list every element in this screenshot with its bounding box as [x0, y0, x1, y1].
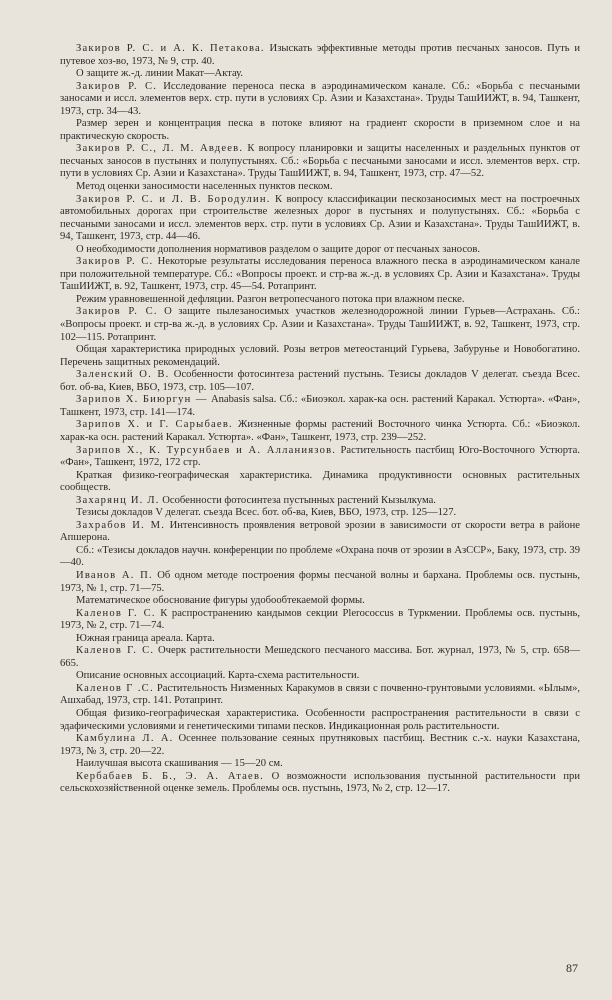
annotation-note — [60, 633, 580, 646]
entry-author: Каленов Г. С. — [76, 645, 155, 657]
entry-author: Кербабаев Б. Б., Э. А. Атаев. — [76, 770, 265, 782]
bibliography-entry — [60, 495, 580, 508]
bibliography-entry — [60, 369, 580, 394]
entry-text: Об одном методе построения формы песчаной волны и бархана. Проблемы осв. пустынь, 1973, № 1, стр. 71—75. — [60, 569, 580, 594]
bibliography-entry — [60, 419, 580, 444]
bibliography-entry — [60, 733, 580, 758]
annotation-note — [60, 294, 580, 307]
entry-text: Особенности фотосинтеза растений пустынь. Тезисы докладов V делегат. съезда Всес. бот. об-ва, Киев, ВБО, 1973, стр. 105—107. — [60, 369, 581, 393]
bibliography-list — [60, 43, 580, 796]
entry-author: Закиров Р. С. — [76, 306, 158, 318]
bibliography-entry — [60, 43, 580, 68]
entry-text: Интенсивность проявления ветровой эрозии в зависимости от скорости ветра в районе Апшерона. — [60, 519, 580, 544]
entry-text: Некоторые результаты исследования переноса влажного песка в аэродинамическом канале при положительной температуре. Сб.: «Вопросы проект. и стр-ва ж.-д. в условиях Ср. Азии и Казахстана». Труды ТашИИЖТ, в. 92, Ташкент, 1973, стр. 45—54. Ротапринт. — [60, 256, 580, 293]
annotation-note — [60, 68, 580, 81]
entry-text: Метод оценки заносимости населенных пунктов песком. — [76, 181, 333, 193]
entry-text: Особенности фотосинтеза пустынных растений Кызылкума. — [162, 494, 436, 506]
entry-text: Размер зерен и концентрация песка в потоке влияют на градиент скорости в приземном слое и на практическую скорость. — [60, 118, 580, 142]
entry-text: О защите ж.-д. линии Макат—Актау. — [76, 68, 244, 80]
annotation-note — [60, 118, 580, 143]
page-number: 87 — [566, 961, 578, 975]
entry-text: О необходимости дополнения нормативов разделом о защите дорог от песчаных заносов. — [76, 243, 480, 255]
entry-author: Зарипов Х. Биюргун — — [76, 394, 208, 406]
entry-text: Очерк растительности Мешедского песчаного массива. Бот. журнал, 1973, № 5, стр. 658—665. — [60, 645, 580, 669]
entry-text: Растительность пастбищ Юго-Восточного Устюрта. «Фан», Ташкент, 1972, 172 стр. — [60, 444, 580, 469]
entry-author: Захрабов И. М. — [76, 519, 166, 531]
annotation-note — [60, 758, 580, 771]
bibliography-entry — [60, 81, 580, 119]
annotation-note — [60, 470, 580, 495]
bibliography-entry — [60, 445, 580, 470]
entry-author: Иванов А. П. — [76, 569, 153, 581]
annotation-note — [60, 507, 580, 520]
entry-text: Изыскать эффективные методы против песчаных заносов. Путь и путевое хоз-во, 1973, № 9, стр. 40. — [60, 43, 580, 67]
entry-text: Режим уравновешенной дефляции. Разгон ветропесчаного потока при влажном песке. — [76, 293, 465, 305]
entry-text: Сб.: «Тезисы докладов научн. конференции по проблеме «Охрана почв от эрозии в АзССР», Баку, 1973, стр. 39—40. — [60, 544, 580, 569]
bibliography-entry — [60, 645, 580, 670]
entry-text: Общая характеристика природных условий. Розы ветров метеостанций Гурьева, Забурунье и Новобогатино. Перечень защитных рекомендаций. — [60, 344, 580, 368]
entry-text: Жизненные формы растений Восточного чинка Устюрта. Сб.: «Биоэкол. харак-ка осн. растений Каракал. Устюрта». «Фан», Ташкент, 1973, стр. 239—252. — [60, 419, 580, 443]
bibliography-entry — [60, 520, 580, 545]
entry-author: Каленов Г .С. — [76, 682, 154, 694]
annotation-note — [60, 344, 580, 369]
entry-author: Закиров Р. С. — [76, 80, 158, 92]
entry-text: Растительность Низменных Каракумов в связи с почвенно-грунтовыми условиями. «Ылым», Ашхабад, 1973, стр. 141. Ротапринт. — [60, 682, 581, 707]
entry-text: К вопросу планировки и защиты населенных и раздельных пунктов от песчаных заносов в пустынях и полупустынях. Сб.: «Борьба с песчаными заносами и иссл. элементов верх. стр. пути в условиях Ср. Азии и Казахстана». Труды ТашИИЖТ, в. 94, Ташкент, 1973, стр. 47—52. — [60, 143, 581, 180]
entry-author: Закиров Р. С. — [76, 256, 154, 268]
entry-text: Краткая физико-географическая характеристика. Динамика продуктивности основных растительных сообществ. — [60, 469, 580, 494]
bibliography-entry — [60, 194, 580, 244]
entry-text: Общая физико-географическая характеристика. Особенности распространения растительности в связи с эдафическими условиями и генетическими типами песков. Индикационная роль растительности. — [60, 707, 580, 732]
entry-author: Закиров Р. С. и А. К. Петакова. — [76, 43, 265, 54]
bibliography-entry — [60, 143, 580, 181]
entry-author: Камбулина Л. А. — [76, 733, 174, 745]
entry-author: Заленский О. В. — [76, 369, 170, 381]
entry-text: О возможности использования пустынной растительности при сельскохозяйственной оценке земель. Проблемы осв. пустынь, 1973, № 2, стр. 12—17. — [60, 770, 580, 795]
annotation-note — [60, 244, 580, 257]
entry-text: К вопросу классификации пескозаносимых мест на построечных автомобильных дорогах при строительстве железных дорог в пустынях и полупустынях. Сб.: «Борьба с песчаными заносами и иссл. элементов верх. стр. пути в условиях Ср. Азии и Казахстана». Труды ТашИИЖТ, в. 94, Ташкент, 1973, стр. 44—46. — [60, 193, 580, 243]
bibliography-entry — [60, 570, 580, 595]
bibliography-entry — [60, 306, 580, 344]
entry-text: Математическое обоснование фигуры удобообтекаемой формы. — [76, 595, 365, 607]
entry-text: Исследование переноса песка в аэродинамическом канале. Сб.: «Борьба с песчаными заносами и иссл. элементов верх. стр. пути в условиях Ср. Азии и Казахстана». Труды ТашИИЖТ, в. 94, Ташкент, 1973, стр. 34—43. — [60, 80, 581, 117]
annotation-note — [60, 181, 580, 194]
bibliography-entry — [60, 394, 580, 419]
bibliography-entry — [60, 608, 580, 633]
entry-text: Anabasis salsa. Сб.: «Биоэкол. харак-ка осн. растений Каракал. Устюрта». «Фан», Ташкент, 1973, стр. 141—174. — [60, 394, 580, 418]
annotation-note — [60, 595, 580, 608]
annotation-note — [60, 670, 580, 683]
entry-text: Тезисы докладов V делегат. съезда Всес. бот. об-ва, Киев, ВБО, 1973, стр. 125—127. — [76, 507, 457, 519]
entry-author: Закиров Р. С., Л. М. Авдеев. — [76, 143, 244, 155]
entry-author: Каленов Г. С. — [76, 607, 156, 619]
bibliography-entry — [60, 256, 580, 294]
bibliography-entry — [60, 771, 580, 796]
entry-text: К распространению кандымов секции Plerococcus в Туркмении. Проблемы осв. пустынь, 1973, № 2, стр. 71—74. — [60, 607, 580, 632]
entry-author: Зарипов Х., К. Турсунбаев и А. Алланиязов. — [76, 444, 337, 456]
entry-text: О защите пылезаносимых участков железнодорожной линии Гурьев—Астрахань. Сб.: «Вопросы проект. и стр-ва ж.-д. в условиях Ср. Азии и Казахстана». Труды ТашИИЖТ, в. 92, Ташкент, 1973, стр. 102—115. Ротапринт. — [60, 306, 581, 343]
annotation-note — [60, 545, 580, 570]
entry-text: Наилучшая высота скашивания — 15—20 см. — [76, 758, 283, 770]
entry-author: Зарипов Х. и Г. Сарыбаев. — [76, 419, 233, 431]
entry-text: Южная граница ареала. Карта. — [76, 632, 215, 644]
bibliography-entry — [60, 683, 580, 708]
entry-text: Осеннее пользование сеяных прутняковых пастбищ. Вестник с.-х. науки Казахстана, 1973, № 3, стр. 20—22. — [60, 733, 581, 757]
entry-author: Захарянц И. Л. — [76, 494, 160, 506]
annotation-note — [60, 708, 580, 733]
entry-author: Закиров Р. С. и Л. В. Бородулин. — [76, 193, 271, 205]
entry-text: Описание основных ассоциаций. Карта-схема растительности. — [76, 670, 360, 682]
